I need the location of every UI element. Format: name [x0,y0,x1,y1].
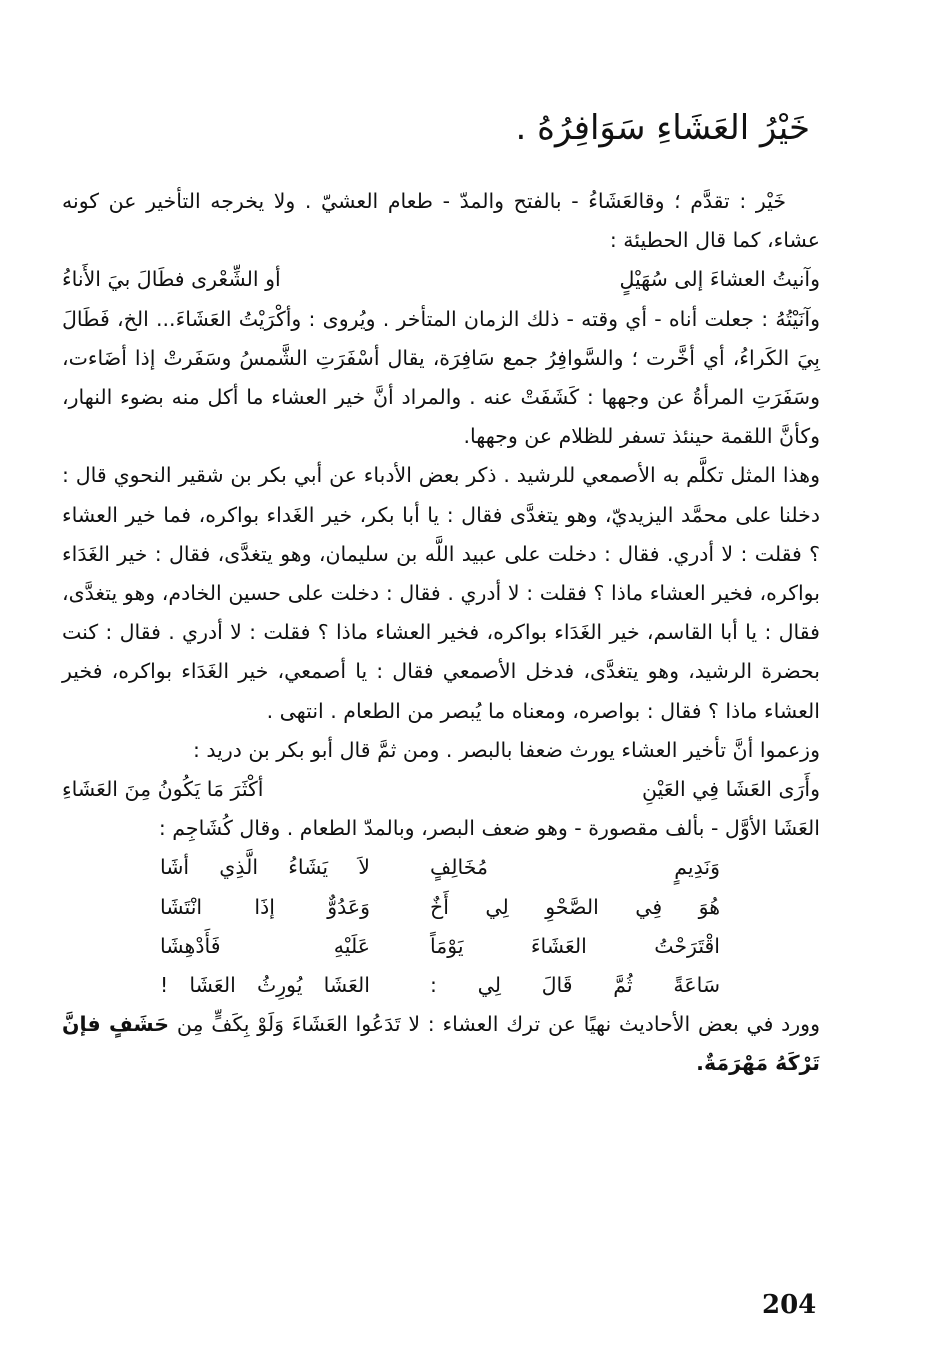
text-line: فقلت : لا أدري . فقال : كنت بحضرة الرشيد، وهو يتغدَّى، فدخل الأصمعي فقال : يا [62,620,820,684]
paragraph [62,300,820,457]
poem-verse [160,966,720,1005]
verse-hemistich: اقْتَرَحْتُ العَشَاءَ يَوْمَاً [430,933,720,958]
verse-hemistich: سَاعَةً ثُمَّ قَالَ لِي : [430,972,720,997]
text-line: وهذا المثل تكلَّم به الأصمعي للرشيد . ذكر بعض الأدباء عن أبي بكر بن شقير النحوي [113,463,820,488]
verse-hemistich: العَشَا يُورِثُ العَشَا ! [160,972,370,997]
verse-hemistich: وآنيتُ العشاءَ إلى سُهَيْلٍ [619,267,820,292]
text-line: خير العشاء ما أكل منه بضوء النهار، وكأنَّ اللقمة حينئذ تسفر للظلام عن وجهها. [62,385,820,449]
text-line: وآنَيْتُهُ : جعلت أناه - أي وقته - ذلك الزمان المتأخر . ويُروى : وأكْرَيْتُ العَشَاءَ... [156,306,820,331]
text-line: الشَّمسُ وسَفَرتْ إذا أضَاءت، وسَفَرَتِ المرأةُ عن وجهها : كَشَفَتْ عنه . والمراد أنَّ [62,345,820,409]
text-line: أصمعي، خير الغَدَاء بواكره، فخير العشاء ماذا ؟ فقال : بواصره، ومعناه ما يُبصر من [62,659,820,723]
verse-hemistich: وأَرَى العَشَا فِي العَيْنِ [642,777,820,802]
verse-line [62,770,820,809]
text-line: وزعموا أنَّ تأخير العشاء يورث ضعفا بالبصر . ومن ثمَّ قال أبو بكر بن دريد : [192,737,820,762]
text-line: قال : دخلنا على محمَّد اليزيديّ، وهو يتغدَّى فقال : يا أبا بكر، خير الغَداء بواكره، فما [62,463,820,527]
paragraph [62,456,820,730]
paragraph [62,731,820,770]
paragraph [62,182,820,260]
text-line: كونه عشاء، كما قال الحطيئة : [62,189,820,253]
paragraph [62,1005,820,1083]
text-line: العَشَا الأوَّل - بألف مقصورة - وهو ضعف البصر، وبالمدّ الطعام . وقال كُشَاجِم : [158,816,820,841]
poem [160,848,720,1005]
text-line: خير العشاء ؟ فقلت : لا أدري. فقال : دخلت على عبيد اللَّه بن سليمان، وهو يتغدَّى، [62,502,820,566]
verse-hemistich: وَعَدُوٌّ إذَا انْتَشَا [160,894,370,919]
body-text [62,182,820,1084]
paragraph [62,809,820,848]
text-line: فقال : خير الغَدَاء بواكره، فخير العشاء ماذا ؟ فقلت : لا أدري . فقال : دخلت على حسين [62,541,820,606]
verse-hemistich: لاَ يَشَاءُ الَّذِي أشَا [160,855,370,880]
page-number: 204 [762,1290,817,1320]
verse-line [62,260,820,299]
text-line: خَيْر : تقدَّم ؛ وقالعَشَاءُ - بالفتح والمدّ - طعام العشيّ . ولا يخرجه التأخير عن [108,189,786,213]
text-line: وورد في بعض الأحاديث نهيًا عن ترك العشاء : لا تَدَعُوا العَشَاءَ وَلَوْ بِكَفٍّ مِن [176,1012,820,1037]
text-line: الخادم، وهو يتغدَّى، فقال : يا أبا القاسم، خير الغَدَاء بواكره، فخير العشاء ماذا ؟ [62,581,820,645]
verse-hemistich: أكْثَرَ مَا يَكُونُ مِنَ العَشَاءِ [62,777,264,802]
hadith-text: حَشَفٍ فإنَّ تَرْكَهُ مَهْرَمَةٌ. [62,1012,820,1076]
poem-verse [160,848,720,887]
text-line: الطعام . انتهى . [266,698,401,723]
poem-verse [160,888,720,927]
verse-hemistich: أو الشِّعْرى فطَالَ بيَ الأَناءُ [62,267,281,292]
verse-hemistich: وَنَدِيمٍ مُخَالِفٍ [430,855,720,880]
verse-hemistich: هُوَ فِي الصَّحْوِ لِي أَخٌ [430,894,720,919]
page-title: خَيْرُ العَشَاءِ سَوَافِرُهُ . [515,108,810,148]
verse-hemistich: عَلَيْهِ فَأَدْهِشَا [160,933,370,958]
poem-verse [160,927,720,966]
text-line: الخ، فَطَالَ بِيَ الكَراءُ، أي أخَّرت ؛ والسَّوافِرُ جمع سَافِرَة، يقال أسْفَرَتِ [62,306,820,370]
